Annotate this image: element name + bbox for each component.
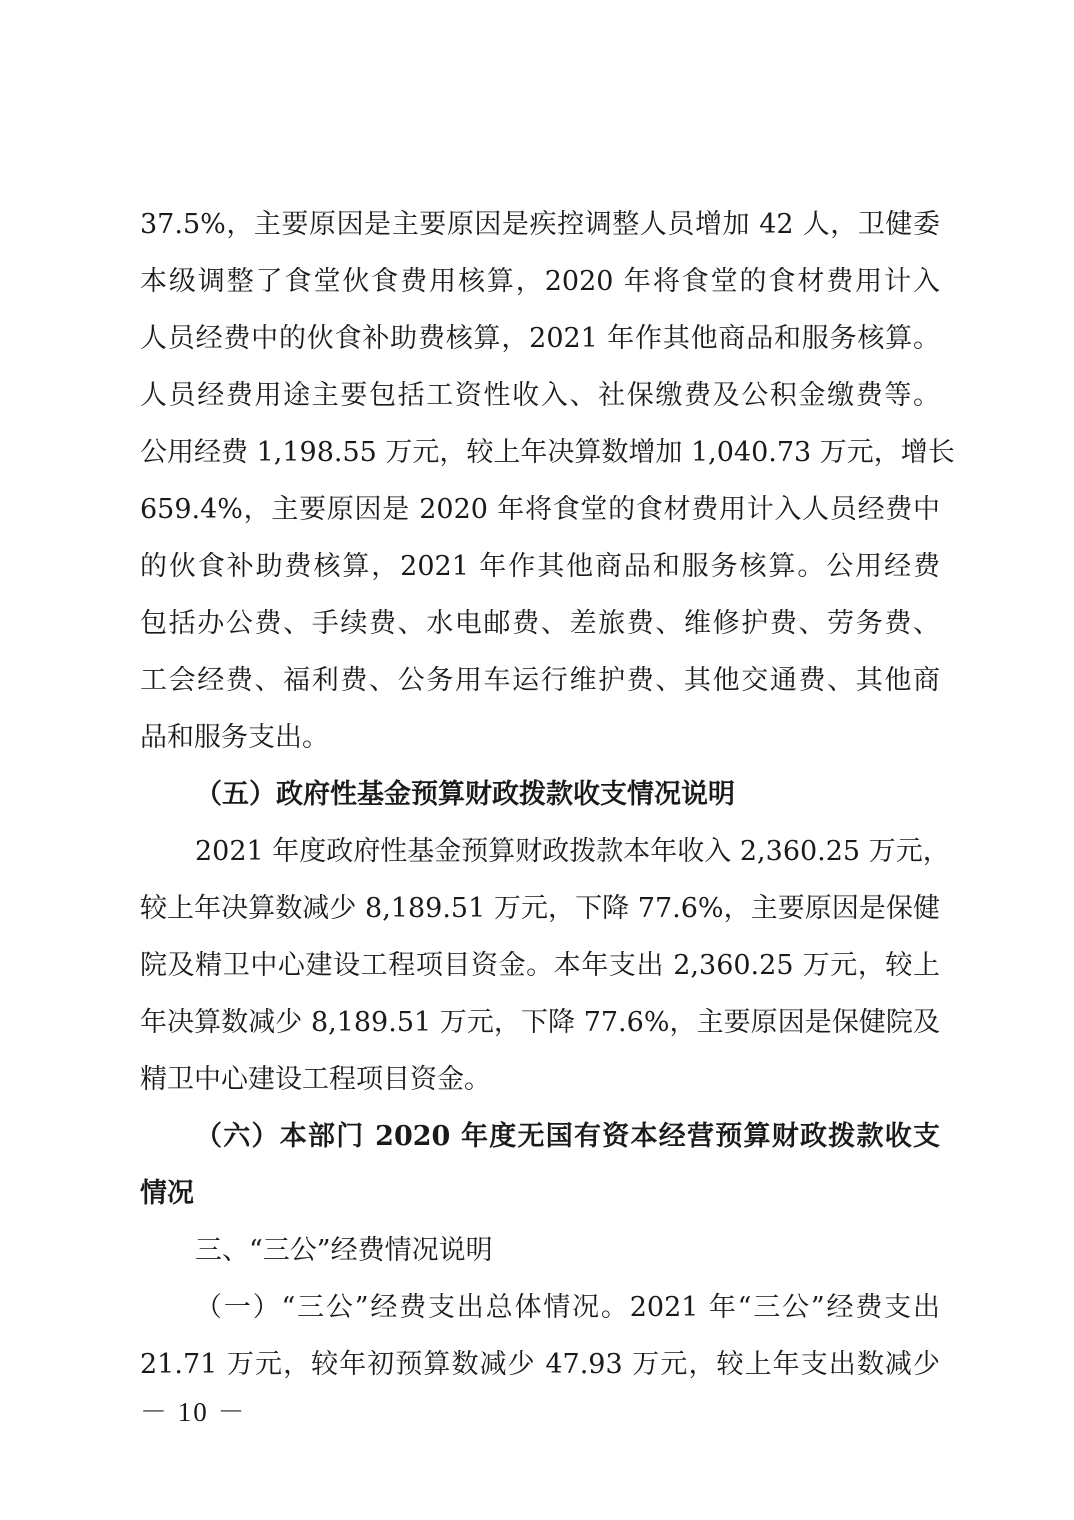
text-line: 人员经费用途主要包括工资性收入、社保缴费及公积金缴费等。 (140, 380, 940, 411)
text-line: （一）“三公”经费支出总体情况。2021 年“三公”经费支出 (195, 1292, 940, 1323)
text-line: 人员经费中的伙食补助费核算，2021 年作其他商品和服务核算。 (140, 323, 940, 354)
text-line: 包括办公费、手续费、水电邮费、差旅费、维修护费、劳务费、 (140, 608, 940, 639)
section-heading-6: （六）本部门 2020 年度无国有资本经营预算财政拨款收支 (195, 1121, 940, 1152)
text-line: 品和服务支出。 (140, 722, 329, 753)
text-line: 较上年决算数减少 8,189.51 万元，下降 77.6%，主要原因是保健 (140, 893, 940, 924)
section-heading-5: （五）政府性基金预算财政拨款收支情况说明 (195, 779, 735, 810)
text-line: 21.71 万元，较年初预算数减少 47.93 万元，较上年支出数减少 (140, 1349, 940, 1380)
text-line: 659.4%，主要原因是 2020 年将食堂的食材费用计入人员经费中 (140, 494, 940, 525)
section-heading-6-continued: 情况 (140, 1178, 194, 1209)
text-line: 的伙食补助费核算，2021 年作其他商品和服务核算。公用经费 (140, 551, 940, 582)
text-line: 37.5%，主要原因是主要原因是疾控调整人员增加 42 人，卫健委 (140, 209, 940, 240)
text-line: 公用经费 1,198.55 万元，较上年决算数增加 1,040.73 万元，增长 (140, 437, 955, 468)
text-line: 工会经费、福利费、公务用车运行维护费、其他交通费、其他商 (140, 665, 940, 696)
document-body (140, 196, 955, 1393)
page-number: － 10 － (140, 1397, 247, 1427)
text-line: 本级调整了食堂伙食费用核算，2020 年将食堂的食材费用计入 (140, 266, 940, 297)
text-line: 院及精卫中心建设工程项目资金。本年支出 2,360.25 万元，较上 (140, 950, 940, 981)
text-line: 精卫中心建设工程项目资金。 (140, 1064, 491, 1095)
chapter-heading-three: 三、“三公”经费情况说明 (195, 1235, 493, 1266)
text-line: 2021 年度政府性基金预算财政拨款本年收入 2,360.25 万元， (195, 836, 950, 867)
text-line: 年决算数减少 8,189.51 万元，下降 77.6%，主要原因是保健院及 (140, 1007, 940, 1038)
